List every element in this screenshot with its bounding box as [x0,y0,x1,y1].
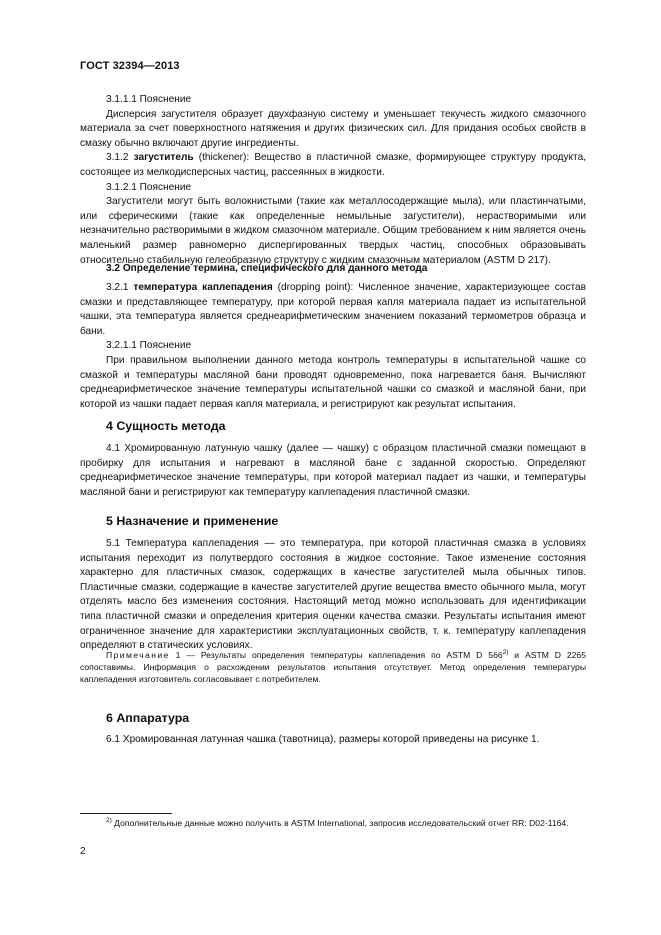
footnote-marker: 2) [106,817,112,824]
section-3-1-1-1 [80,93,586,268]
subsection-title-3-1-1-1: 3.1.1.1 Пояснение [106,94,192,105]
paragraph-3-1-1-1: Дисперсия загустителя образует двухфазную систему и уменьшает текучесть жидкого смазочного материала за счет поверхностного натяжения и других физических сил. Для придания особых свойств в смазку обычно включают другие ингредиенты. [80,108,586,149]
note-text-a: 1 — Результаты определения температуры каплепадения по ASTM D 566 [169,650,503,660]
section-title-4: 4 Сущность метода [106,419,226,433]
section-4-body [80,442,586,500]
document-header: ГОСТ 32394—2013 [80,60,180,72]
page-number: 2 [80,846,86,857]
paragraph-3-2-1 [80,281,586,339]
note-paragraph [80,649,586,686]
item-number: 3.2.1 [106,282,129,293]
item-number: 3.1.2 [106,152,129,164]
section-3-2-1 [80,281,586,412]
footnote-divider [80,813,172,814]
subsection-title-3-1-2-1: 3.1.2.1 Пояснение [106,181,192,193]
section-3-2 [80,262,586,277]
term-definition: (dropping point): Численное значение, характеризующее состав смазки и представляющее температуру, при которой первая капля материала падает из испытательной чашки, эта температура является среднеарифметическим значением показаний термометров образца и бани. [80,282,586,337]
term-dropping-point: температура каплепадения [133,282,273,293]
section-6 [80,710,586,726]
note-label: Примечание [106,650,170,660]
paragraph-4-1: 4.1 Хромированную латунную чашку (далее — чашку) с образцом пластичной смазки помещают в пробирку для испытания и нагревают в масляной бане с заданной скоростью. Определяют среднеарифметическое значение температуры, при которой материал падает из чашки, и температуры масляной бани и регистрируют как температуру каплепадения пластичной смазки. [80,443,586,498]
paragraph-3-2-1-1: При правильном выполнении данного метода контроль температуры в испытательной чашке со смазкой и температуры масляной бани проводят одновременно, пока нагревается баня. Вычисляют среднеарифметическое значение температуры испытательной чашки со смазкой и масляной бани, при которой из чашки падает первая капля материала, и регистрируют как результат испытания. [80,354,586,410]
paragraph-3-1-2 [80,151,586,180]
note-1 [80,649,586,686]
paragraph-6-1: 6.1 Хромированная латунная чашка (тавотница), размеры которой приведены на рисунке 1. [106,734,540,745]
section-5 [80,513,586,529]
section-4 [80,418,586,434]
section-5-body [80,537,586,654]
term-definition: (thickener): Вещество в пластичной смазке, формирующее структуру продукта, состоящее из мелкодисперсных частиц, рассеянных в жидкости. [80,152,586,178]
footnote [80,817,586,829]
section-6-body [80,733,586,748]
note-footnote-ref: 2) [502,649,509,656]
footnote-text: Дополнительные данные можно получить в ASTM International, запросив исследовательский отчет RR: D02-1164. [111,818,569,828]
paragraph-3-1-2-1: Загустители могут быть волокнистыми (такие как металлосодержащие мыла), или пластинчатыми, или сферическими (такие как определенные немыльные загустители), нерастворимыми или незначительно растворимыми в жидком смазочном материале. Общим требованием к ним является очень маленький размер равномерно диспергированных твердых частиц, способных образовывать относительно стабильную гелеобразную структуру с жидким смазочным материалом (ASTM D 217). [80,196,586,266]
subsection-title-3-2: 3.2 Определение термина, специфического для данного метода [106,263,428,274]
section-title-5: 5 Назначение и применение [106,514,279,528]
section-title-6: 6 Аппаратура [106,711,190,725]
paragraph-5-1: 5.1 Температура каплепадения — это температура, при которой пластичная смазка в условиях испытания переходит из полутвердого состояния в жидкое состояние. Такое изменение состояния характерно для пластичных смазок, содержащих в качестве загустителей мыла обычных типов. Пластичные смазки, содержащие в качестве загустителей другие вещества вместо обычного мыла, могут отделять масло без изменения состояния. Настоящий метод можно использовать для идентификации типа пластичной смазки и определения критерия оценки качества смазки. Результаты испытания имеют ограниченное значение для характеристики эксплуатационных свойств, т. к. температуру каплепадения определяют в статических условиях. [80,538,586,652]
note-text-b: и ASTM D 2265 сопоставимы. Информация о расхождении результатов испытания отсутствует. Метод определения температуры каплепадения изготовитель согласовывает с потребителем. [80,650,586,685]
term-thickener: загуститель [133,152,194,164]
subsection-title-3-2-1-1: 3.2.1.1 Пояснение [106,340,192,352]
